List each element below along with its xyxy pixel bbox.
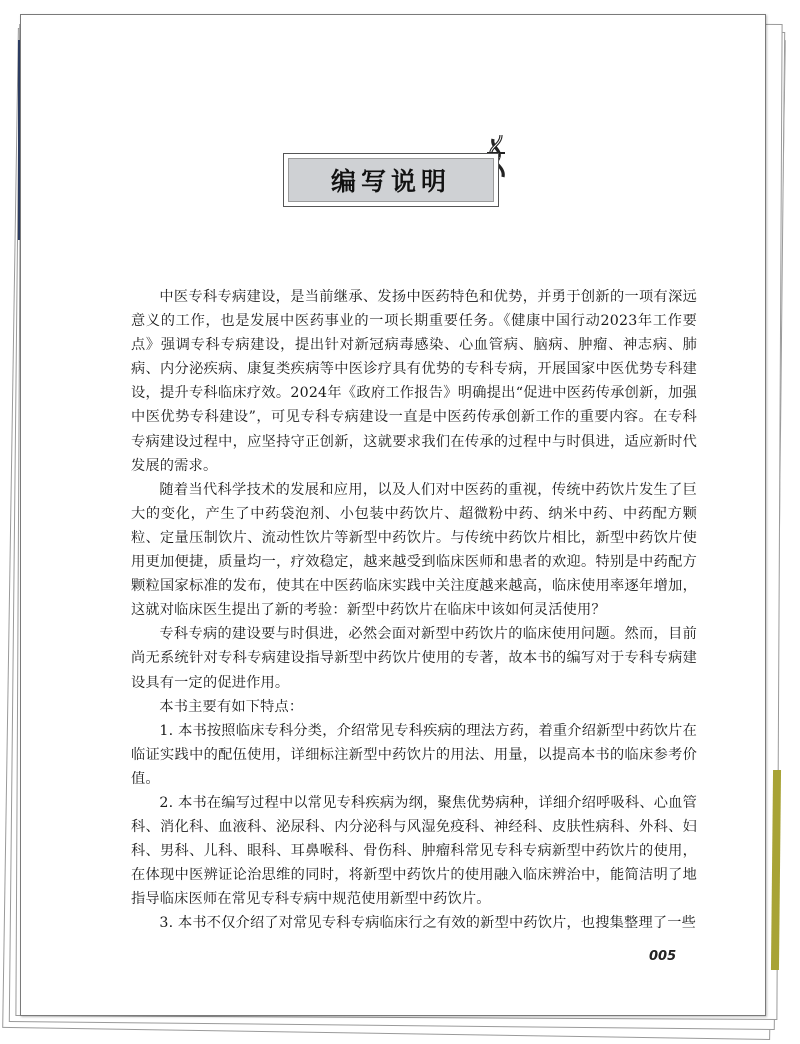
page-number: 005 bbox=[649, 949, 677, 964]
body-text bbox=[131, 285, 697, 936]
paragraph-purpose: 专科专病的建设要与时俱进，必然会面对新型中药饮片的临床使用问题。然而，目前尚无系统针对专科专病建设指导新型中药饮片使用的专著，故本书的编写对于专科专病建设具有一定的促进作用。 bbox=[131, 626, 697, 691]
book-page bbox=[20, 14, 766, 1016]
paragraph-feature-3: 3. 本书不仅介绍了对常见专科专病临床行之有效的新型中药饮片，也搜集整理了一些 bbox=[159, 915, 696, 932]
olive-edge-strip bbox=[771, 770, 781, 970]
paragraph-new-herbs: 随着当代科学技术的发展和应用，以及人们对中医药的重视，传统中药饮片发生了巨大的变化，产生了中药袋泡剂、小包装中药饮片、超微粉中药、纳米中药、中药配方颗粒、定量压制饮片、流动性饮片等新型中药饮片。与传统中药饮片相比，新型中药饮片使用更加便捷，质量均一，疗效稳定，越来越受到临床医师和患者的欢迎。特别是中药配方颗粒国家标准的发布，使其在中医药临床实践中关注度越来越高，临床使用率逐年增加，这就对临床医生提出了新的考验：新型中药饮片在临床中该如何灵活使用？ bbox=[131, 481, 697, 619]
page-title: 编写说明 bbox=[330, 167, 451, 196]
title-panel bbox=[288, 158, 494, 202]
paragraph-feature-2: 2. 本书在编写过程中以常见专科疾病为纲，聚焦优势病种，详细介绍呼吸科、心血管科、消化科、血液科、泌尿科、内分泌科与风湿免疫科、神经科、皮肤性病科、外科、妇科、男科、儿科、眼科、耳鼻喉科、骨伤科、肿瘤科常见专科专病新型中药饮片的使用，在体现中医辨证论治思维的同时，将新型中药饮片的使用融入临床辨治中，能简洁明了地指导临床医师在常见专科专病中规范使用新型中药饮片。 bbox=[131, 794, 697, 908]
paragraph-intro: 中医专科专病建设，是当前继承、发扬中医药特色和优势，并勇于创新的一项有深远意义的工作，也是发展中医药事业的一项长期重要任务。《健康中国行动2023年工作要点》强调专科专病建设，提出针对新冠病毒感染、心血管病、脑病、肿瘤、神志病、肺病、内分泌疾病、康复类疾病等中医诊疗具有优势的专科专病，开展国家中医优势专科建设，提升专科临床疗效。2024年《政府工作报告》明确提出“促进中医药传承创新，加强中医优势专科建设”，可见专科专病建设一直是中医药传承创新工作的重要内容。在专科专病建设过程中，应坚持守正创新，这就要求我们在传承的过程中与时俱进，适应新时代发展的需求。 bbox=[131, 289, 697, 474]
paragraph-feature-1: 1. 本书按照临床专科分类，介绍常见专科疾病的理法方药，着重介绍新型中药饮片在临证实践中的配伍使用，详细标注新型中药饮片的用法、用量，以提高本书的临床参考价值。 bbox=[131, 722, 697, 787]
title-frame bbox=[283, 153, 499, 207]
paragraph-features-heading: 本书主要有如下特点： bbox=[159, 698, 304, 715]
